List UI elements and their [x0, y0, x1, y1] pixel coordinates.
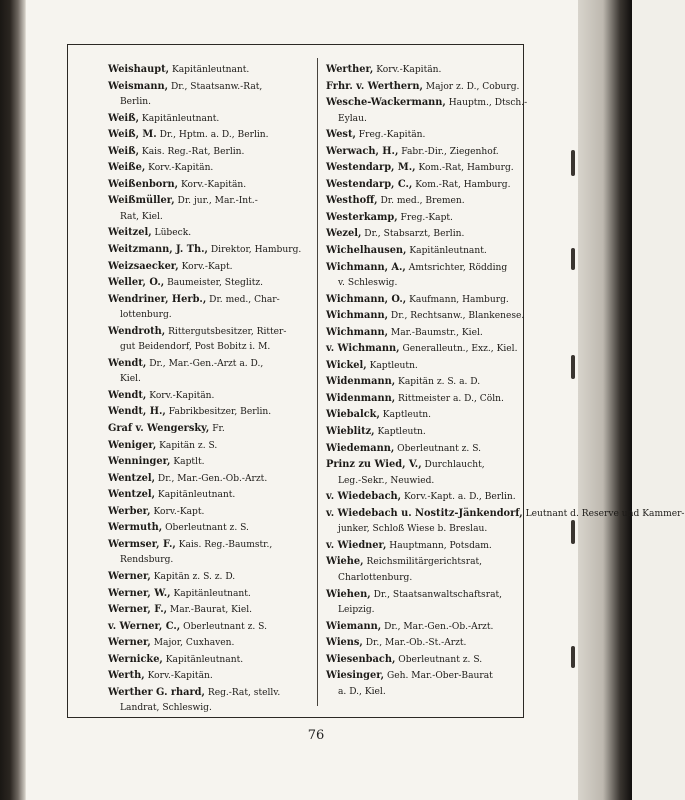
entry-name: Graf v. Wengersky,: [108, 423, 210, 435]
entry-continuation: Rendsburg.: [120, 555, 174, 566]
margin-mark: [571, 520, 575, 544]
directory-entry: [108, 242, 318, 259]
entry-detail: Korv.-Kapt.: [181, 261, 233, 272]
entry-detail: Kom.-Rat, Hamburg.: [415, 179, 511, 190]
directory-entry: [108, 388, 318, 405]
entry-name: v. Wiedebach,: [326, 491, 402, 503]
entry-name: Wermuth,: [108, 522, 163, 534]
entry-detail: Kapitänleutnant.: [157, 490, 236, 501]
entry-detail: Fabrikbesitzer, Berlin.: [168, 407, 272, 418]
entry-name: Weizsaecker,: [108, 260, 179, 272]
entry-detail: Oberleutnant z. S.: [397, 443, 482, 454]
entry-first-line: [326, 325, 520, 342]
entry-detail: Mar.-Baurat, Kiel.: [169, 605, 253, 616]
entry-detail: Kaptlt.: [173, 457, 205, 468]
entry-name: Weller, O.,: [108, 277, 165, 289]
entry-name: Wendt,: [108, 357, 147, 369]
entry-detail: Dr., Rechtsanw., Blankenese.: [390, 311, 525, 322]
entry-first-line: [326, 457, 520, 474]
entry-name: Weitzel,: [108, 227, 152, 239]
directory-entry: [108, 111, 318, 128]
entry-detail: Dr., Mar.-Gen.-Ob.-Arzt.: [384, 621, 494, 632]
entry-detail: Dr., Mar.-Gen.-Ob.-Arzt.: [157, 473, 268, 484]
entry-first-line: [108, 520, 318, 537]
entry-first-line: [326, 587, 520, 604]
entry-detail: Rittmeister a. D., Cöln.: [398, 393, 504, 404]
directory-entry: [326, 62, 520, 79]
entry-continuation: a. D., Kiel.: [338, 686, 386, 697]
entry-detail: Oberleutnant z. S.: [398, 654, 483, 665]
entry-name: v. Wiedner,: [326, 539, 387, 551]
entry-detail: Kapitänleutnant.: [409, 246, 487, 257]
entry-detail: Korv.-Kapitän.: [180, 179, 247, 190]
directory-entry: [326, 489, 520, 506]
entry-first-line: [108, 242, 318, 259]
entry-detail: Korv.-Kapt.: [153, 506, 205, 517]
entry-first-line: [326, 391, 520, 408]
entry-detail: Dr., Mar.-Gen.-Arzt a. D.,: [149, 358, 264, 369]
entry-detail: Kaptleutn.: [382, 410, 432, 421]
entry-name: Wiens,: [326, 637, 363, 649]
entry-name: Weißmüller,: [108, 195, 175, 207]
entry-continuation: Rat, Kiel.: [120, 211, 163, 222]
entry-detail: Reg.-Rat, stellv.: [207, 687, 281, 698]
entry-detail: Kapitän z. S. z. D.: [153, 571, 236, 582]
entry-detail: Korv.-Kapitän.: [147, 671, 213, 682]
directory-entry: [108, 259, 318, 276]
entry-name: Werber,: [108, 505, 151, 517]
entry-first-line: [108, 144, 318, 161]
directory-entry: [326, 144, 520, 161]
directory-entry: [326, 374, 520, 391]
entry-first-line: [108, 356, 318, 373]
entry-name: Wiebalck,: [326, 409, 380, 421]
entry-name: Werther G. rhard,: [108, 686, 205, 698]
entry-first-line: [326, 127, 520, 144]
entry-detail: Fr.: [212, 424, 225, 435]
entry-continuation: lottenburg.: [120, 310, 172, 321]
entry-detail: Dr., Stabsarzt, Berlin.: [364, 229, 465, 240]
entry-first-line: [108, 404, 318, 421]
entry-continuation: Berlin.: [120, 97, 151, 108]
entry-name: Wezel,: [326, 228, 362, 240]
directory-entry: [326, 210, 520, 227]
entry-detail: Kapitänleutnant.: [173, 588, 251, 599]
directory-entry: [326, 619, 520, 636]
entry-first-line: [326, 260, 520, 277]
entry-detail: Kais. Reg.-Baumstr.,: [178, 539, 273, 550]
entry-first-line: [108, 438, 318, 455]
entry-name: Weiß,: [108, 145, 140, 157]
entry-first-line: [108, 225, 318, 242]
entry-name: Weiß, M.: [108, 129, 157, 141]
directory-entry: [108, 454, 318, 471]
entry-first-line: [108, 537, 318, 554]
directory-entry: [108, 225, 318, 242]
directory-entry: [326, 358, 520, 375]
entry-first-line: [326, 506, 685, 523]
entry-first-line: [326, 210, 520, 227]
entry-detail: Freg.-Kapt.: [400, 212, 453, 223]
entry-detail: Dr., Mar.-Ob.-St.-Arzt.: [365, 638, 467, 649]
left-column: [108, 62, 318, 717]
entry-first-line: [108, 652, 318, 669]
entry-name: Westendarp, M.,: [326, 162, 416, 174]
entry-first-line: [108, 193, 318, 210]
directory-entry: [108, 602, 318, 619]
directory-entry: [326, 79, 520, 96]
entry-first-line: [108, 619, 318, 636]
directory-entry: [108, 421, 318, 438]
entry-first-line: [108, 292, 318, 309]
entry-detail: Kaufmann, Hamburg.: [409, 294, 509, 305]
entry-first-line: [326, 424, 520, 441]
entry-first-line: [108, 388, 318, 405]
directory-entry: [108, 193, 318, 225]
directory-entry: [326, 441, 520, 458]
margin-mark: [571, 646, 575, 668]
entry-detail: Kaptleutn.: [369, 360, 418, 371]
entry-name: West,: [326, 129, 356, 141]
entry-detail: Hauptm., Dtsch.-: [448, 98, 528, 109]
entry-detail: Leutnant d. Reserve und Kammer-: [525, 508, 685, 519]
entry-first-line: [108, 259, 318, 276]
entry-first-line: [326, 554, 520, 571]
entry-detail: Durchlaucht,: [424, 460, 485, 471]
entry-name: Wendt,: [108, 389, 147, 401]
entry-first-line: [108, 127, 318, 144]
entry-name: Westerkamp,: [326, 211, 398, 223]
directory-entry: [326, 635, 520, 652]
entry-first-line: [326, 407, 520, 424]
entry-first-line: [326, 292, 520, 309]
entry-name: Wendroth,: [108, 325, 166, 337]
entry-detail: Kom.-Rat, Hamburg.: [418, 163, 514, 174]
entry-first-line: [326, 308, 525, 325]
entry-first-line: [108, 275, 318, 292]
entry-first-line: [108, 602, 318, 619]
book-spine-shadow: [0, 0, 26, 800]
entry-first-line: [326, 358, 520, 375]
entry-name: Wenninger,: [108, 456, 171, 468]
directory-entry: [326, 554, 520, 586]
page-number: 76: [307, 728, 325, 743]
entry-name: Westendarp, C.,: [326, 178, 413, 190]
entry-name: Werner, W.,: [108, 587, 171, 599]
entry-continuation: Kiel.: [120, 374, 141, 385]
directory-entry: [108, 652, 318, 669]
entry-first-line: [326, 79, 520, 96]
right-column: [326, 62, 685, 700]
entry-detail: Kapitänleutnant.: [171, 65, 250, 75]
entry-name: Weißenborn,: [108, 178, 179, 190]
directory-entry: [108, 292, 318, 324]
entry-continuation: Landrat, Schleswig.: [120, 703, 212, 714]
entry-name: Wentzel,: [108, 489, 156, 501]
directory-entry: [108, 520, 318, 537]
directory-entry: [108, 144, 318, 161]
directory-entry: [326, 292, 520, 309]
entry-first-line: [108, 586, 318, 603]
entry-detail: Dr., Hptm. a. D., Berlin.: [159, 130, 269, 141]
directory-entry: [108, 619, 318, 636]
directory-entry: [108, 668, 318, 685]
entry-first-line: [326, 652, 520, 669]
directory-entry: [108, 487, 318, 504]
directory-entry: [326, 226, 520, 243]
directory-entry: [108, 438, 318, 455]
margin-mark: [571, 150, 575, 176]
entry-detail: Lübeck.: [154, 228, 192, 239]
entry-first-line: [326, 193, 520, 210]
directory-entry: [108, 127, 318, 144]
directory-entry: [326, 177, 520, 194]
entry-first-line: [108, 111, 318, 128]
entry-first-line: [108, 454, 318, 471]
entry-first-line: [108, 160, 318, 177]
entry-name: Wiehe,: [326, 556, 364, 568]
entry-first-line: [326, 489, 520, 506]
entry-name: Wichmann,: [326, 310, 389, 322]
entry-name: Wichmann, A.,: [326, 261, 406, 273]
entry-detail: Mar.-Baumstr., Kiel.: [390, 327, 483, 338]
entry-name: Wendriner, Herb.,: [108, 293, 207, 305]
entry-detail: Direktor, Hamburg.: [210, 245, 302, 256]
entry-name: Wiedemann,: [326, 442, 395, 454]
entry-detail: Oberleutnant z. S.: [165, 523, 249, 534]
directory-entry: [108, 275, 318, 292]
entry-detail: Reichsmilitärgerichtsrat,: [366, 557, 483, 568]
entry-detail: Dr. jur., Mar.-Int.-: [177, 196, 258, 207]
entry-name: Frhr. v. Werthern,: [326, 80, 423, 92]
entry-name: Werwach, H.,: [326, 145, 399, 157]
directory-entry: [108, 635, 318, 652]
entry-first-line: [326, 341, 520, 358]
entry-name: Prinz zu Wied, V.,: [326, 459, 422, 471]
directory-entry: [326, 652, 520, 669]
entry-name: Wiemann,: [326, 620, 382, 632]
margin-mark: [571, 248, 575, 270]
entry-detail: Korv.-Kapitän.: [376, 65, 442, 75]
entry-detail: Oberleutnant z. S.: [183, 621, 267, 632]
entry-name: Wiesinger,: [326, 670, 385, 682]
entry-first-line: [108, 668, 318, 685]
entry-detail: Kapitän z. S.: [159, 440, 218, 451]
entry-detail: Korv.-Kapitän.: [149, 390, 215, 401]
entry-first-line: [108, 324, 318, 341]
entry-first-line: [108, 62, 318, 79]
directory-entry: [108, 569, 318, 586]
directory-entry: [108, 685, 318, 717]
directory-entry: [326, 424, 520, 441]
entry-name: Wichelhausen,: [326, 245, 407, 257]
directory-entry: [326, 260, 520, 292]
entry-continuation: junker, Schloß Wiese b. Breslau.: [338, 524, 488, 535]
entry-continuation: gut Beidendorf, Post Bobitz i. M.: [120, 342, 271, 353]
directory-entry: [326, 127, 520, 144]
entry-first-line: [108, 421, 318, 438]
directory-entry: [108, 586, 318, 603]
entry-detail: Dr. med., Char-: [209, 294, 280, 305]
entry-detail: Generalleutn., Exz., Kiel.: [402, 344, 518, 355]
entry-name: Werth,: [108, 670, 145, 682]
entry-first-line: [108, 471, 318, 488]
entry-detail: Dr., Staatsanwaltschaftsrat,: [373, 589, 503, 600]
entry-detail: Baumeister, Steglitz.: [167, 278, 264, 289]
directory-entry: [108, 177, 318, 194]
entry-first-line: [326, 243, 520, 260]
entry-detail: Korv.-Kapitän.: [148, 163, 214, 174]
directory-entry: [326, 457, 520, 489]
entry-first-line: [326, 62, 520, 79]
entry-first-line: [108, 487, 318, 504]
entry-detail: Kapitänleutnant.: [165, 654, 244, 665]
directory-entry: [326, 506, 685, 538]
directory-entry: [108, 79, 318, 111]
entry-first-line: [326, 538, 520, 555]
entry-name: v. Werner, C.,: [108, 620, 181, 632]
entry-continuation: v. Schleswig.: [338, 278, 398, 289]
entry-first-line: [326, 160, 520, 177]
entry-name: Wichmann,: [326, 326, 389, 338]
entry-detail: Dr. med., Bremen.: [380, 196, 465, 207]
directory-entry: [108, 404, 318, 421]
entry-name: v. Wichmann,: [326, 343, 400, 355]
directory-entry: [326, 95, 528, 127]
entry-name: Weiße,: [108, 162, 146, 174]
entry-name: Wernicke,: [108, 653, 163, 665]
entry-name: Widenmann,: [326, 392, 396, 404]
directory-entry: [326, 538, 520, 555]
directory-entry: [108, 356, 318, 388]
directory-entry: [326, 587, 520, 619]
entry-first-line: [108, 504, 318, 521]
directory-entry: [108, 471, 318, 488]
entry-name: Weniger,: [108, 439, 157, 451]
entry-name: Wendt, H.,: [108, 406, 166, 418]
entry-first-line: [326, 177, 520, 194]
entry-name: Weitzmann, J. Th.,: [108, 244, 208, 256]
entry-name: Wiesenbach,: [326, 653, 396, 665]
entry-first-line: [326, 144, 520, 161]
entry-detail: Major, Cuxhaven.: [153, 638, 235, 649]
entry-name: Wermser, F.,: [108, 538, 176, 550]
entry-detail: Dr., Staatsanw.-Rat,: [170, 81, 263, 92]
entry-name: Werner,: [108, 637, 151, 649]
entry-detail: Hauptmann, Potsdam.: [389, 540, 492, 551]
directory-entry: [326, 407, 520, 424]
directory-entry: [326, 243, 520, 260]
directory-entry: [326, 668, 520, 700]
entry-detail: Geh. Mar.-Ober-Baurat: [387, 671, 493, 682]
entry-detail: Rittergutsbesitzer, Ritter-: [168, 326, 287, 337]
entry-name: Widenmann,: [326, 376, 396, 388]
entry-continuation: Eylau.: [338, 113, 367, 124]
entry-name: Weishaupt,: [108, 64, 170, 75]
entry-name: Werther,: [326, 64, 374, 75]
entry-name: Wesche-Wackermann,: [326, 97, 446, 109]
directory-entry: [326, 308, 525, 325]
entry-first-line: [326, 635, 520, 652]
entry-name: Werner, F.,: [108, 604, 168, 616]
directory-entry: [326, 160, 520, 177]
facing-page-edge: [578, 0, 632, 800]
entry-first-line: [108, 569, 318, 586]
entry-first-line: [326, 374, 520, 391]
entry-detail: Freg.-Kapitän.: [358, 130, 426, 141]
margin-mark: [571, 355, 575, 379]
entry-name: Wiehen,: [326, 588, 371, 600]
entry-detail: Amtsrichter, Rödding: [408, 262, 508, 273]
entry-name: Wichmann, O.,: [326, 293, 407, 305]
entry-name: Wickel,: [326, 359, 367, 371]
directory-entry: [108, 62, 318, 79]
entry-first-line: [326, 441, 520, 458]
directory-entry: [326, 391, 520, 408]
entry-detail: Kais. Reg.-Rat, Berlin.: [141, 146, 245, 157]
directory-entry: [108, 504, 318, 521]
entry-first-line: [108, 79, 318, 96]
entry-continuation: Leipzig.: [338, 605, 375, 616]
directory-entry: [326, 341, 520, 358]
entry-first-line: [108, 635, 318, 652]
entry-first-line: [326, 95, 528, 112]
directory-entry: [108, 324, 318, 356]
entry-detail: Fabr.-Dir., Ziegenhof.: [401, 146, 499, 157]
entry-name: Wentzel,: [108, 472, 156, 484]
directory-entry: [326, 193, 520, 210]
entry-first-line: [326, 226, 520, 243]
entry-name: Weiß,: [108, 112, 140, 124]
entry-detail: Major z. D., Coburg.: [425, 81, 520, 92]
entry-name: Wieblitz,: [326, 426, 375, 438]
entry-detail: Kapitän z. S. a. D.: [398, 377, 481, 388]
entry-name: Werner,: [108, 570, 151, 582]
entry-name: Weismann,: [108, 80, 169, 92]
entry-detail: Korv.-Kapt. a. D., Berlin.: [404, 492, 516, 503]
directory-entry: [108, 160, 318, 177]
entry-first-line: [108, 177, 318, 194]
entry-continuation: Leg.-Sekr., Neuwied.: [338, 475, 435, 486]
directory-entry: [108, 537, 318, 569]
entry-detail: Kaptleutn.: [377, 427, 426, 438]
entry-continuation: Charlottenburg.: [338, 572, 413, 583]
entry-first-line: [326, 619, 520, 636]
entry-first-line: [108, 685, 318, 702]
directory-entry: [326, 325, 520, 342]
entry-detail: Kapitänleutnant.: [141, 113, 220, 124]
entry-name: Westhoff,: [326, 195, 378, 207]
entry-name: v. Wiedebach u. Nostitz-Jänkendorf,: [326, 507, 523, 519]
entry-first-line: [326, 668, 520, 685]
